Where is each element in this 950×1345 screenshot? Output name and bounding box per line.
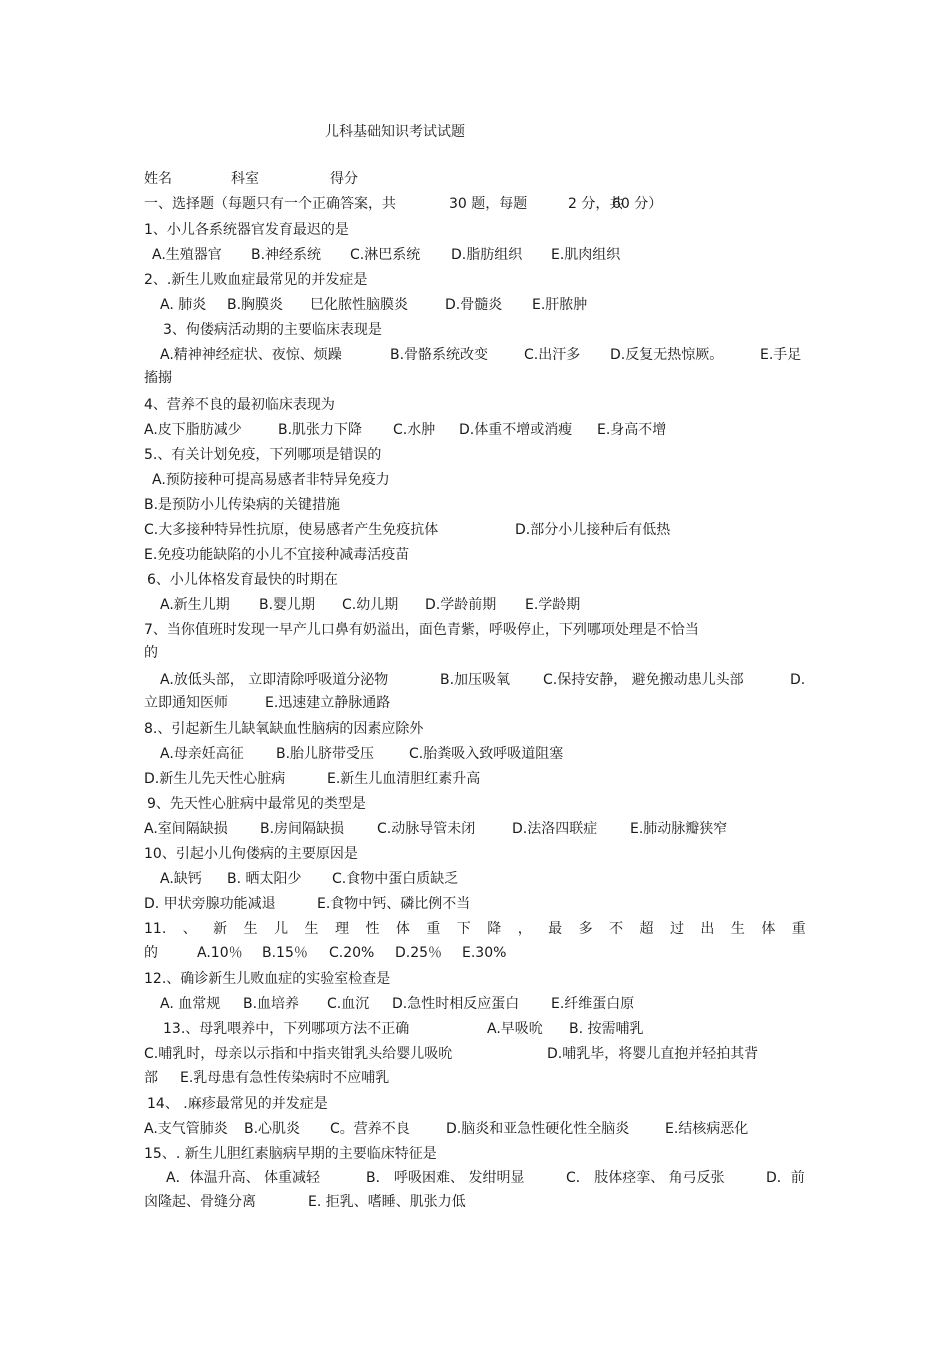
q2-option-c: 巳化脓性脑膜炎 [310, 297, 408, 313]
q10-option-c: C.食物中蛋白质缺乏 [332, 871, 459, 887]
q11-stem-char: 理 [334, 921, 349, 937]
q11-stem [144, 920, 806, 938]
q8-option-e: E.新生儿血清胆红素升高 [327, 771, 481, 787]
q3-option-e-cont: 搐搦 [144, 370, 172, 386]
q13-stem: 13.、母乳喂养中，下列哪项方法不正确 [163, 1021, 410, 1037]
q5-option-c: C.大多接种特异性抗原，使易感者产生免疫抗体 [144, 522, 439, 538]
q11-stem-cont: 的 [144, 945, 158, 961]
q7-option-a: A.放低头部， 立即清除呼吸道分泌物 [160, 672, 389, 688]
q12-option-c: C.血沉 [327, 996, 370, 1012]
q13-option-d: D.哺乳毕，将婴儿直抱并轻拍其背 [547, 1046, 759, 1062]
q7-option-c: C.保持安静， 避免搬动患儿头部 [543, 672, 744, 688]
q5-stem: 5.、有关计划免疫，下列哪项是错误的 [144, 447, 382, 463]
q11-stem-char: 降 [487, 921, 502, 937]
q11-stem-char: 重 [426, 921, 441, 937]
q1-option-d: D.脂肪组织 [451, 247, 523, 263]
q11-stem-char: 新 [213, 921, 228, 937]
q15-option-e: E. 拒乳、嗜睡、肌张力低 [308, 1194, 466, 1210]
q11-stem-char: 不 [609, 921, 624, 937]
q1-option-c: C.淋巴系统 [350, 247, 421, 263]
q15-option-c: C． 肢体痉挛、 角弓反张 [566, 1170, 725, 1186]
q8-option-a: A.母亲妊高征 [160, 746, 244, 762]
q6-option-e: E.学龄期 [525, 597, 581, 613]
q15-stem: 15、. 新生儿胆红素脑病早期的主要临床特征是 [144, 1146, 437, 1162]
q15-option-b: B． 呼吸困难、 发绀明显 [366, 1170, 525, 1186]
q4-option-d: D.体重不增或消瘦 [459, 422, 573, 438]
q14-option-a: A.支气管肺炎 [144, 1121, 228, 1137]
q11-stem-char: 出 [700, 921, 715, 937]
q2-option-e: E.肝脓肿 [532, 297, 588, 313]
q10-stem: 10、引起小儿佝偻病的主要原因是 [144, 846, 358, 862]
q14-option-d: D.脑炎和亚急性硬化性全脑炎 [446, 1121, 630, 1137]
q7-stem-cont: 的 [144, 645, 158, 661]
q2-option-d: D.骨髓炎 [445, 297, 503, 313]
q6-option-a: A.新生儿期 [160, 597, 230, 613]
q2-option-b: B.胸膜炎 [227, 297, 284, 313]
q9-stem: 9、先天性心脏病中最常见的类型是 [147, 796, 366, 812]
q7-option-d: D. [790, 672, 806, 688]
q5-option-a: A.预防接种可提高易感者非特异免疫力 [152, 472, 390, 488]
section-points: 2 分，共 [568, 196, 624, 212]
q12-option-a: A. 血常规 [160, 996, 221, 1012]
q3-option-a: A.精神神经症状、夜惊、烦躁 [160, 347, 342, 363]
q13-option-e: E.乳母患有急性传染病时不应哺乳 [180, 1070, 390, 1086]
dept-label: 科室 [231, 171, 259, 187]
q11-stem-char: 生 [730, 921, 745, 937]
q3-option-b: B.骨骼系统改变 [390, 347, 489, 363]
q5-option-b: B.是预防小儿传染病的关键措施 [144, 497, 341, 513]
q8-option-d: D.新生儿先天性心脏病 [144, 771, 286, 787]
q6-stem: 6、小儿体格发育最快的时期在 [147, 572, 338, 588]
q14-stem: 14、 .麻疹最常见的并发症是 [147, 1096, 328, 1112]
q14-option-b: B.心肌炎 [244, 1121, 301, 1137]
q11-option-b: B.15％ [262, 945, 308, 961]
q11-option-a: A.10％ [197, 945, 243, 961]
section-intro: 一、选择题（每题只有一个正确答案，共 [144, 196, 396, 212]
q14-option-e: E.结核病恶化 [665, 1121, 749, 1137]
q13-option-d-cont: 部 [144, 1070, 158, 1086]
q8-option-c: C.胎粪吸入致呼吸道阻塞 [409, 746, 564, 762]
q4-option-a: A.皮下脂肪减少 [144, 422, 242, 438]
q12-option-d: D.急性时相反应蛋白 [392, 996, 520, 1012]
q13-option-c: C.哺乳时，母亲以示指和中指夹钳乳头给婴儿吸吮 [144, 1046, 453, 1062]
q12-option-e: E.纤维蛋白原 [551, 996, 635, 1012]
q11-stem-char: 最 [548, 921, 563, 937]
q12-stem: 12.、确诊新生儿败血症的实验室检查是 [144, 971, 391, 987]
q1-option-a: A.生殖器官 [152, 247, 222, 263]
q15-option-d-cont: 囟隆起、骨缝分离 [144, 1194, 256, 1210]
q7-stem: 7、当你值班时发现一早产儿口鼻有奶溢出，面色青紫，呼吸停止，下列哪项处理是不恰当 [144, 622, 699, 638]
q11-stem-char: 体 [761, 921, 776, 937]
q15-option-d: D．前 [766, 1170, 805, 1186]
q11-stem-char: 过 [669, 921, 684, 937]
q3-stem: 3、佝偻病活动期的主要临床表现是 [163, 322, 382, 338]
q14-option-c: C。营养不良 [330, 1121, 410, 1137]
q11-stem-char: 重 [791, 921, 806, 937]
q1-stem: 1、小儿各系统器官发育最迟的是 [144, 222, 349, 238]
q6-option-b: B.婴儿期 [259, 597, 316, 613]
q10-option-d: D. 甲状旁腺功能减退 [144, 896, 276, 912]
q7-option-b: B.加压吸氧 [440, 672, 511, 688]
q13-option-b: B. 按需哺乳 [569, 1021, 644, 1037]
q11-stem-char: 下 [456, 921, 471, 937]
q5-option-d: D.部分小儿接种后有低热 [515, 522, 671, 538]
q2-stem: 2、.新生儿败血症最常见的并发症是 [144, 272, 368, 288]
q11-stem-char: 超 [639, 921, 654, 937]
q8-stem: 8.、引起新生儿缺氧缺血性脑病的因素应除外 [144, 721, 424, 737]
q1-option-b: B.神经系统 [251, 247, 322, 263]
q3-option-c: C.出汗多 [524, 347, 581, 363]
q1-option-e: E.肌肉组织 [551, 247, 621, 263]
q8-option-b: B.胎儿脐带受压 [276, 746, 375, 762]
section-total: 60 分） [612, 196, 663, 212]
q13-option-a: A.早吸吮 [487, 1021, 543, 1037]
q6-option-d: D.学龄前期 [425, 597, 497, 613]
q11-stem-char: 11. [144, 921, 167, 937]
q9-option-b: B.房间隔缺损 [260, 821, 345, 837]
q3-option-d: D.反复无热惊厥。 [610, 347, 724, 363]
q11-stem-char: 性 [365, 921, 380, 937]
q9-option-c: C.动脉导管未闭 [377, 821, 476, 837]
q11-option-e: E.30% [462, 945, 507, 961]
section-count: 30 题，每题 [449, 196, 528, 212]
q10-option-e: E.食物中钙、磷比例不当 [317, 896, 471, 912]
q7-option-e: E.迅速建立静脉通路 [265, 695, 391, 711]
q11-stem-char: 生 [304, 921, 319, 937]
q11-stem-char: 多 [578, 921, 593, 937]
q11-option-c: C.20% [329, 945, 375, 961]
q3-option-e: E.手足 [760, 347, 802, 363]
q11-stem-char: 儿 [274, 921, 289, 937]
q10-option-b: B. 晒太阳少 [227, 871, 302, 887]
q12-option-b: B.血培养 [243, 996, 300, 1012]
q2-option-a: A. 肺炎 [160, 297, 207, 313]
q11-stem-char: 生 [243, 921, 258, 937]
q11-option-d: D.25％ [395, 945, 443, 961]
q6-option-c: C.幼儿期 [342, 597, 399, 613]
q9-option-a: A.室间隔缺损 [144, 821, 228, 837]
score-label: 得分 [330, 171, 358, 187]
q9-option-e: E.肺动脉瓣狭窄 [630, 821, 728, 837]
exam-title: 儿科基础知识考试试题 [325, 124, 465, 140]
q10-option-a: A.缺钙 [160, 871, 202, 887]
q9-option-d: D.法洛四联症 [512, 821, 598, 837]
q4-option-e: E.身高不增 [597, 422, 667, 438]
q11-stem-char: 、 [182, 921, 197, 937]
name-label: 姓名 [144, 171, 172, 187]
q11-stem-char: 体 [395, 921, 410, 937]
q4-option-c: C.水肿 [393, 422, 436, 438]
q15-option-a: A．体温升高、 体重减轻 [166, 1170, 321, 1186]
q7-option-d-cont: 立即通知医师 [144, 695, 228, 711]
q5-option-e: E.免疫功能缺陷的小儿不宜接种减毒活疫苗 [144, 547, 410, 563]
q4-option-b: B.肌张力下降 [278, 422, 363, 438]
q4-stem: 4、营养不良的最初临床表现为 [144, 397, 335, 413]
q11-stem-char: ， [517, 921, 532, 937]
